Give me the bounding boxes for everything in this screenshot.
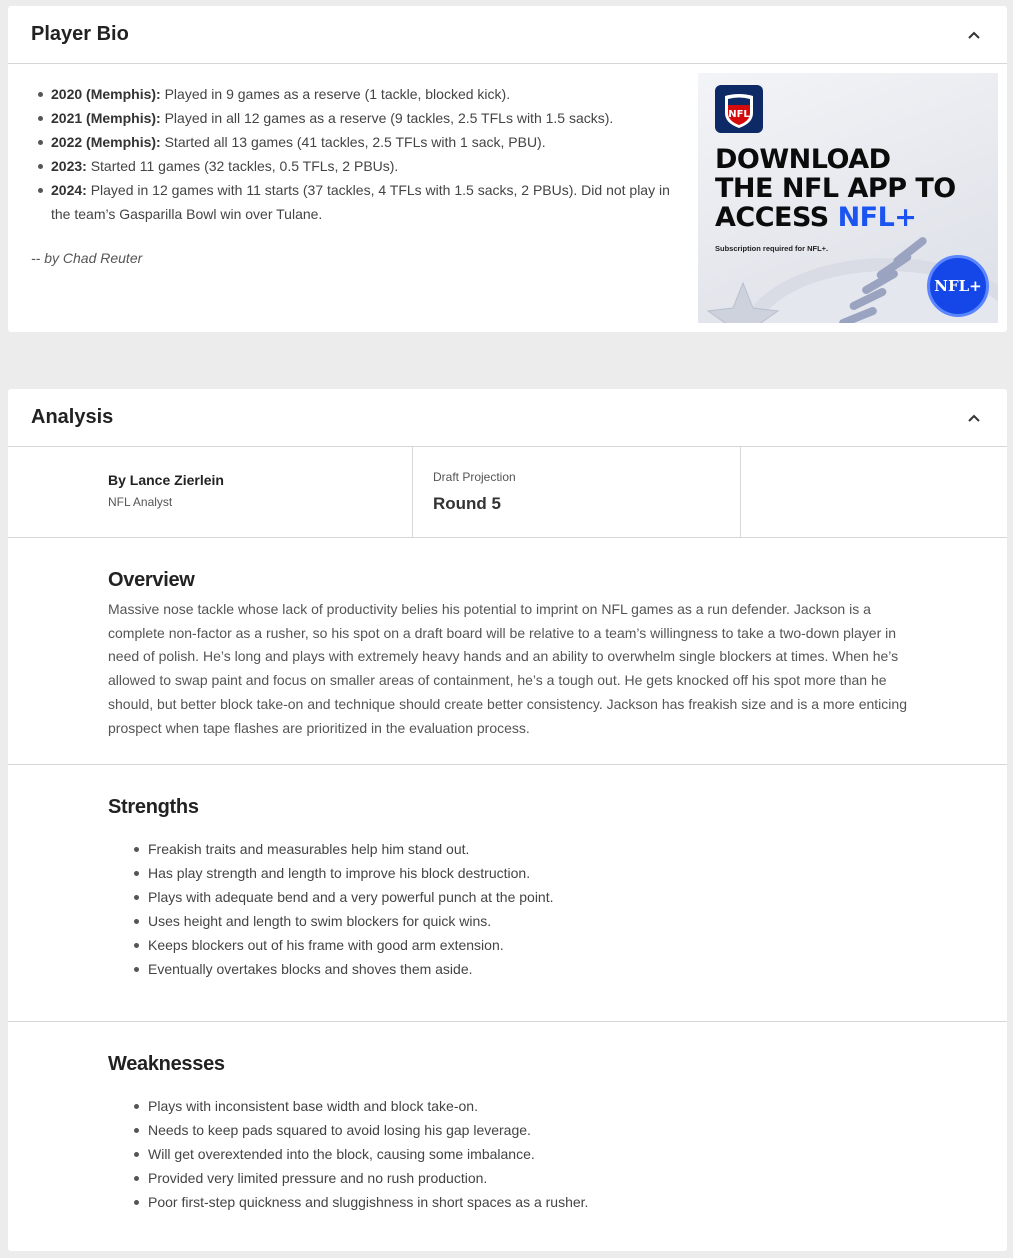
nfl-app-ad[interactable] xyxy=(698,73,998,323)
bio-list xyxy=(31,82,671,226)
weakness-item: Poor first-step quickness and sluggishness in short spaces as a rusher. xyxy=(108,1190,588,1214)
chevron-up-icon[interactable] xyxy=(964,408,984,428)
bio-byline: -- by Chad Reuter xyxy=(31,250,143,266)
analysis-header[interactable] xyxy=(8,389,1007,447)
draft-projection-label: Draft Projection xyxy=(433,470,516,484)
strength-item: Keeps blockers out of his frame with good arm extension. xyxy=(108,933,554,957)
weakness-item: Needs to keep pads squared to avoid losing his gap leverage. xyxy=(108,1118,588,1142)
player-bio-card xyxy=(8,6,1007,332)
strength-item: Has play strength and length to improve his block destruction. xyxy=(108,861,554,885)
overview-section xyxy=(8,538,1007,765)
player-bio-body xyxy=(8,64,1007,331)
weakness-item: Will get overextended into the block, causing some imbalance. xyxy=(108,1142,588,1166)
strengths-section xyxy=(8,765,1007,1022)
strength-item: Plays with adequate bend and a very powerful punch at the point. xyxy=(108,885,554,909)
weaknesses-list xyxy=(108,1094,588,1214)
ad-headline: DOWNLOAD THE NFL APP TO ACCESS NFL+ xyxy=(715,144,956,233)
strengths-title: Strengths xyxy=(108,796,199,818)
analysis-title: Analysis xyxy=(31,406,114,428)
svg-text:NFL: NFL xyxy=(728,109,750,120)
chevron-up-icon[interactable] xyxy=(964,25,984,45)
author-block xyxy=(8,447,413,537)
player-bio-title: Player Bio xyxy=(31,23,129,45)
analysis-card xyxy=(8,389,1007,1251)
author-title: NFL Analyst xyxy=(108,495,173,509)
weaknesses-section xyxy=(8,1022,1007,1242)
bio-item: 2023: Started 11 games (32 tackles, 0.5 TFLs, 2 PBUs). xyxy=(31,154,671,178)
author-name: By Lance Zierlein xyxy=(108,472,224,488)
weaknesses-title: Weaknesses xyxy=(108,1053,225,1075)
ad-fine-print: Subscription required for NFL+. xyxy=(715,244,829,253)
strength-item: Eventually overtakes blocks and shoves them aside. xyxy=(108,957,554,981)
weakness-item: Provided very limited pressure and no rush production. xyxy=(108,1166,588,1190)
analysis-meta-row xyxy=(8,447,1007,538)
overview-title: Overview xyxy=(108,569,195,591)
nfl-plus-badge: NFL+ xyxy=(927,255,989,317)
strength-item: Uses height and length to swim blockers for quick wins. xyxy=(108,909,554,933)
bio-item: 2021 (Memphis): Played in all 12 games as a reserve (9 tackles, 2.5 TFLs with 1.5 sacks). xyxy=(31,106,671,130)
draft-projection-value: Round 5 xyxy=(433,494,501,513)
weakness-item: Plays with inconsistent base width and block take-on. xyxy=(108,1094,588,1118)
overview-text: Massive nose tackle whose lack of productivity belies his potential to imprint on NFL games as a run defender. Jackson is a complete non-factor as a rusher, so his spot on a draft board will be relative to a team’s willingness to take a two-down player in need of polish. He’s long and plays with extremely heavy hands and an ability to overwhelm single blockers at times. When he’s allowed to swap paint and focus on smaller areas of containment, he’s a tough out. He gets knocked off his spot more than he should, but better block take-on and technique should create better consistency. Jackson has freakish size and is a more enticing prospect when tape flashes are prioritized in the evaluation process. xyxy=(108,601,907,736)
strength-item: Freakish traits and measurables help him stand out. xyxy=(108,837,554,861)
draft-projection-block xyxy=(413,447,741,537)
strengths-list xyxy=(108,837,554,981)
bio-item: 2024: Played in 12 games with 11 starts (37 tackles, 4 TFLs with 1.5 sacks, 2 PBUs). Did not play in the team’s Gasparilla Bowl win over Tulane. xyxy=(31,178,671,226)
bio-item: 2022 (Memphis): Started all 13 games (41 tackles, 2.5 TFLs with 1 sack, PBU). xyxy=(31,130,671,154)
bio-item: 2020 (Memphis): Played in 9 games as a reserve (1 tackle, blocked kick). xyxy=(31,82,671,106)
nfl-shield-icon xyxy=(715,85,763,133)
player-bio-header[interactable] xyxy=(8,6,1007,64)
